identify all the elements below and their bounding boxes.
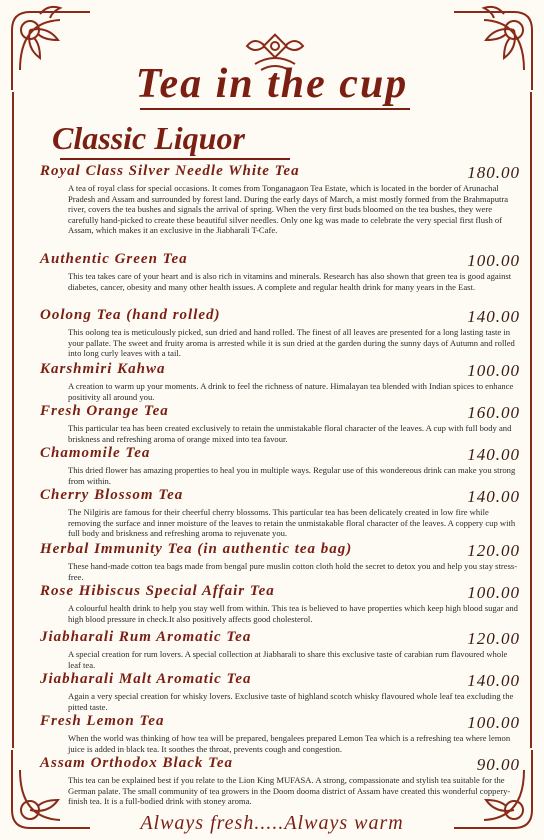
item-price: 180.00: [467, 163, 520, 182]
item-name: Cherry Blossom Tea: [40, 487, 184, 503]
title-underline: [140, 108, 410, 110]
item-description: This dried flower has amazing properties to heal you in multiple ways. Regular use of this wondereous drink can make you strong from within.: [68, 465, 516, 486]
item-name: Oolong Tea (hand rolled): [40, 307, 221, 323]
item-name: Fresh Lemon Tea: [40, 713, 165, 729]
item-name: Chamomile Tea: [40, 445, 151, 461]
item-description: This tea can be explained best if you relate to the Lion King MUFASA. A strong, compassionate and stylish tea suitable for the German palate. The small community of tea growers in the Doom dooma district of Assam have created this wonderful coppery-finish tea. It is a full-bodied drink with stoney aroma.: [68, 775, 511, 807]
item-description: The Nilgiris are famous for their cheerful cherry blossoms. This particular tea has been delicately created in low fire while removing the surface and inner moisture of the leaves to retain the unmistakable floral character of the leaves. A coppery cup with full body and briskness and refreshing aroma to rejuvenate you.: [68, 507, 516, 539]
item-name: Karshmiri Kahwa: [40, 361, 166, 377]
item-price: 100.00: [467, 583, 520, 602]
menu-item: [40, 445, 520, 487]
menu-item: [40, 629, 520, 671]
item-price: 100.00: [467, 361, 520, 380]
item-price: 140.00: [467, 487, 520, 506]
menu-item: [40, 361, 520, 403]
menu-item: [40, 713, 520, 755]
tea-list: [40, 163, 520, 813]
item-name: Jiabharali Malt Aromatic Tea: [40, 671, 252, 687]
menu-item: [40, 583, 520, 629]
item-name: Rose Hibiscus Special Affair Tea: [40, 583, 275, 599]
item-description: A colourful health drink to help you stay well from within. This tea is believed to have properties which keep high blood sugar and high blood pressure in check.It also positively affects good cholesterol.: [68, 603, 518, 624]
item-description: Again a very special creation for whisky lovers. Exclusive taste of highland scotch whisky flavoured whole leaf tea excluding the pitted taste.: [68, 691, 514, 712]
item-price: 100.00: [467, 251, 520, 270]
item-price: 140.00: [467, 445, 520, 464]
menu-item: [40, 671, 520, 713]
item-price: 120.00: [467, 629, 520, 648]
item-name: Royal Class Silver Needle White Tea: [40, 163, 300, 179]
menu-item: [40, 307, 520, 361]
item-description: When the world was thinking of how tea will be prepared, bengalees prepared Lemon Tea which is a refreshing tea where lemon juice is added in black tea. It soothes the throat, prevents cough and congestion.: [68, 733, 511, 754]
footer-tagline: Always fresh.....Always warm: [140, 812, 404, 834]
item-price: 160.00: [467, 403, 520, 422]
menu-item: [40, 755, 520, 813]
item-price: 140.00: [467, 671, 520, 690]
border-line-left: [12, 92, 14, 748]
item-description: A special creation for rum lovers. A special collection at Jiabharali to share this exclusive taste of carabian rum flavoured whole leaf tea.: [68, 649, 508, 670]
item-description: This particular tea has been created exclusively to retain the unmistakable floral character of the leaves. A cup with full body and briskness and refreshing aroma of orange mixed into tea favour.: [68, 423, 512, 444]
section-underline: [60, 158, 290, 160]
section-heading: Classic Liquor: [52, 120, 245, 156]
item-description: A creation to warm up your moments. A drink to feel the richness of nature. Himalayan tea blended with Indian spices to enhance positivity all around you.: [68, 381, 514, 402]
item-name: Assam Orthodox Black Tea: [40, 755, 234, 771]
item-price: 90.00: [476, 755, 520, 774]
item-description: This tea takes care of your heart and is also rich in vitamins and minerals. Research has also shown that green tea is good against diabetes, cancer, obesity and many other health issues. A complete and regular health drink for many years in the East.: [68, 271, 512, 292]
border-line-right: [530, 92, 532, 748]
item-price: 100.00: [467, 713, 520, 732]
item-description: A tea of royal class for special occasions. It comes from Tonganagaon Tea Estate, which is located in the border of Arunachal Pradesh and Assam and surrounded by forest land. During the early days of March, a mist mostly formed from the Brahmaputra river, covers the tea bushes and signals the arrival of spring. When the very first buds bloomed on the tea bushes, they were carefully hand-picked to create these beautiful silver needles. Only one kg was made to celebrate the very special first flush of Assam, which makes it an exclusive in the Jiabharali T-Cafe.: [68, 183, 509, 236]
menu-title: Tea in the cup: [135, 61, 409, 107]
item-name: Authentic Green Tea: [40, 251, 188, 267]
item-name: Herbal Immunity Tea (in authentic tea bag): [40, 541, 353, 557]
item-description: This oolong tea is meticulously picked, sun dried and hand rolled. The finest of all leaves are presented for a long lasting taste in your pallate. The sweet and fruity aroma is arrested while it is sun dried at the garden during the sunny days of Autumn and rolled into long curly leaves with a tail.: [68, 327, 515, 359]
item-name: Fresh Orange Tea: [40, 403, 169, 419]
menu-item: [40, 163, 520, 251]
item-price: 120.00: [467, 541, 520, 560]
menu-item: [40, 541, 520, 583]
item-description: These hand-made cotton tea bags made from bengal pure muslin cotton cloth hold the secret to detox you and help you stay stress-free.: [68, 561, 518, 582]
menu-item: [40, 403, 520, 445]
menu-item: [40, 487, 520, 541]
menu-item: [40, 251, 520, 307]
item-name: Jiabharali Rum Aromatic Tea: [40, 629, 252, 645]
item-price: 140.00: [467, 307, 520, 326]
